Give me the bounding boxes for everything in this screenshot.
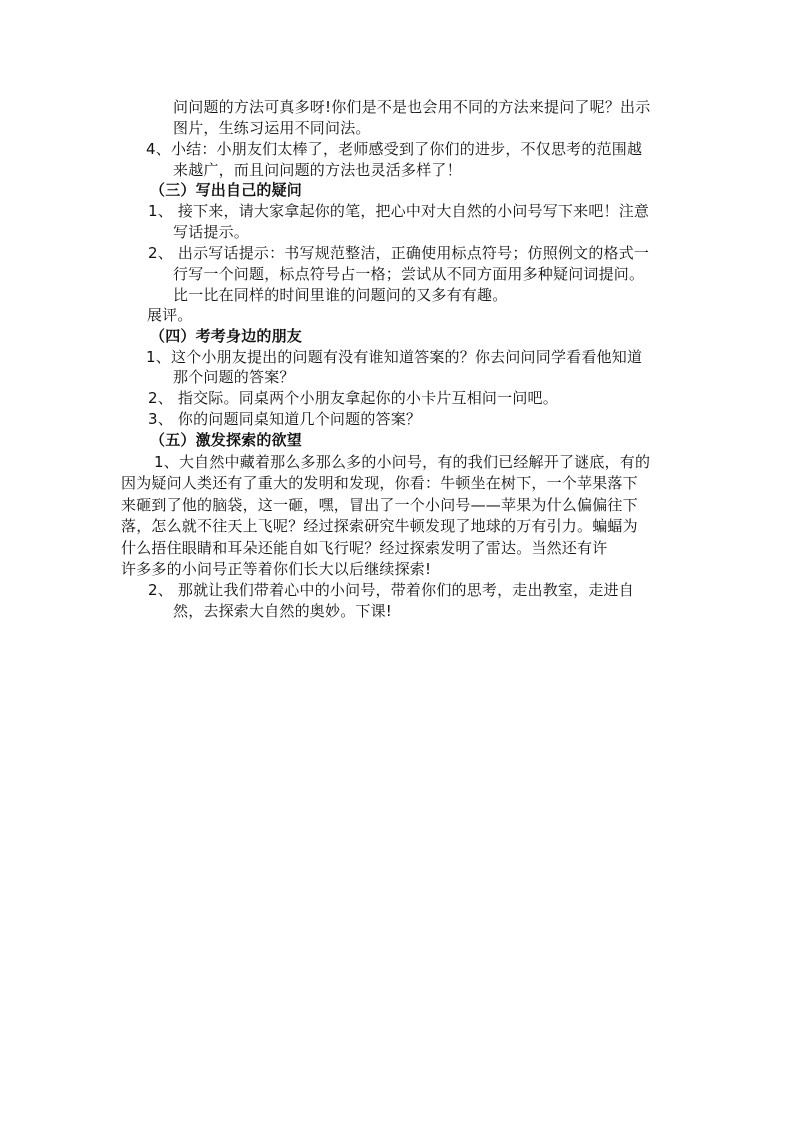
text-line-7: 写话提示。 [173,223,250,241]
text-line-15: 2、 指交际。同桌两个小朋友拿起你的小卡片互相问一问吧。 [148,389,558,407]
text-line-6: 1、 接下来，请大家拿起你的笔，把心中对大自然的小问号写下来吧！注意 [148,202,650,220]
text-line-14: 那个问题的答案？ [173,368,295,386]
text-line-2: 图片，生练习运用不同问法。 [173,119,371,137]
text-line-18: 1、大自然中藏着那么多那么多的小问号，有的我们已经解开了谜底，有的 [154,453,651,471]
text-line-10: 比一比在同样的时间里谁的问题问的又多有有趣。 [173,286,508,304]
text-line-9: 行写一个问题，标点符号占一格；尝试从不同方面用多种疑问词提问。 [173,265,645,283]
text-line-11: 展评。 [147,306,193,324]
text-line-24: 2、 那就让我们带着心中的小问号，带着你们的思考，走出教室，走进自 [148,581,634,599]
text-line-1: 问问题的方法可真多呀!你们是不是也会用不同的方法来提问了呢？出示 [173,98,651,116]
section-heading-4: （四）考考身边的朋友 [150,327,303,345]
text-line-20: 来砸到了他的脑袋，这一砸，嘿，冒出了一个小问号——苹果为什么偏偏往下 [121,496,638,514]
section-heading-5: （五）激发探索的欲望 [150,431,303,449]
section-heading-3: （三）写出自己的疑问 [150,181,303,199]
text-line-25: 然，去探索大自然的奥妙。下课! [173,602,393,620]
text-line-23: 许多多的小问号正等着你们长大以后继续探索! [121,560,432,578]
text-line-21: 落，怎么就不往天上飞呢？经过探索研究牛顿发现了地球的万有引力。蝙蝠为 [121,517,638,535]
text-line-13: 1、这个小朋友提出的问题有没有谁知道答案的？你去问问同学看看他知道 [146,348,643,366]
text-line-4: 来越广，而且问问题的方法也灵活多样了！ [173,161,462,179]
text-line-3: 4、小结：小朋友们太棒了，老师感受到了你们的进步，不仅思考的范围越 [146,140,643,158]
text-line-22: 什么捂住眼睛和耳朵还能自如飞行呢？经过探索发明了雷达。当然还有许 [121,539,608,557]
text-line-8: 2、 出示写话提示：书写规范整洁，正确使用标点符号；仿照例文的格式一 [148,244,650,262]
text-line-19: 因为疑问人类还有了重大的发明和发现，你看：牛顿坐在树下，一个苹果落下 [121,474,638,492]
text-line-16: 3、 你的问题同桌知道几个问题的答案？ [148,410,422,428]
